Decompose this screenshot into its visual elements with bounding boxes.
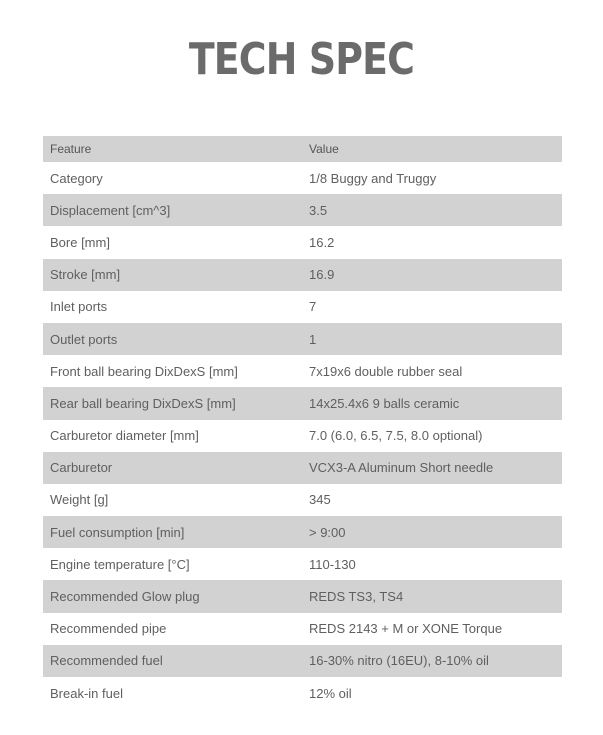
table-row — [43, 323, 562, 355]
table-row — [43, 194, 562, 226]
feature-cell: Weight [g] — [50, 492, 109, 508]
table-row — [43, 516, 562, 548]
table-row — [43, 226, 562, 258]
feature-cell: Recommended pipe — [50, 621, 167, 637]
feature-cell: Recommended Glow plug — [50, 589, 200, 605]
value-cell: VCX3-A Aluminum Short needle — [309, 460, 494, 476]
value-cell: > 9:00 — [309, 524, 346, 540]
value-cell: 7 — [309, 299, 317, 315]
table-row — [43, 162, 562, 194]
table-row — [43, 580, 562, 612]
table-row — [43, 613, 562, 645]
table-row — [43, 677, 562, 709]
table-row — [43, 387, 562, 419]
table-row — [43, 355, 562, 387]
value-cell: 1/8 Buggy and Truggy — [309, 170, 437, 186]
table-row — [43, 548, 562, 580]
table-row — [43, 484, 562, 516]
table-row — [43, 645, 562, 677]
value-cell: 1 — [309, 331, 317, 347]
feature-cell: Inlet ports — [50, 299, 108, 315]
feature-cell: Outlet ports — [50, 331, 118, 347]
feature-cell: Stroke [mm] — [50, 267, 121, 283]
feature-cell: Engine temperature [°C] — [50, 556, 190, 572]
table-row — [43, 259, 562, 291]
value-cell: 7x19x6 double rubber seal — [309, 363, 463, 379]
feature-cell: Carburetor diameter [mm] — [50, 428, 199, 444]
value-cell: 3.5 — [309, 202, 328, 218]
value-cell: 12% oil — [309, 685, 352, 701]
value-cell: 110-130 — [309, 556, 356, 572]
feature-cell: Bore [mm] — [50, 234, 110, 250]
value-cell: REDS 2143 + M or XONE Torque — [309, 621, 503, 637]
page-title: TECH SPEC — [188, 34, 414, 85]
feature-cell: Displacement [cm^3] — [50, 202, 171, 218]
value-cell: 16-30% nitro (16EU), 8-10% oil — [309, 653, 489, 669]
feature-cell: Front ball bearing DixDexS [mm] — [50, 363, 238, 379]
feature-cell: Recommended fuel — [50, 653, 163, 669]
value-cell: REDS TS3, TS4 — [309, 589, 404, 605]
table-row — [43, 452, 562, 484]
table-header-row — [43, 136, 562, 162]
feature-cell: Rear ball bearing DixDexS [mm] — [50, 395, 236, 411]
header-feature: Feature — [50, 142, 92, 156]
tech-spec-table — [43, 136, 562, 709]
value-cell: 14x25.4x6 9 balls ceramic — [309, 395, 460, 411]
feature-cell: Carburetor — [50, 460, 113, 476]
value-cell: 16.9 — [309, 267, 335, 283]
feature-cell: Fuel consumption [min] — [50, 524, 185, 540]
feature-cell: Break-in fuel — [50, 685, 123, 701]
feature-cell: Category — [50, 170, 103, 186]
table-row — [43, 420, 562, 452]
value-cell: 7.0 (6.0, 6.5, 7.5, 8.0 optional) — [309, 428, 483, 444]
header-value: Value — [309, 142, 339, 156]
value-cell: 16.2 — [309, 234, 335, 250]
value-cell: 345 — [309, 492, 331, 508]
table-row — [43, 291, 562, 323]
